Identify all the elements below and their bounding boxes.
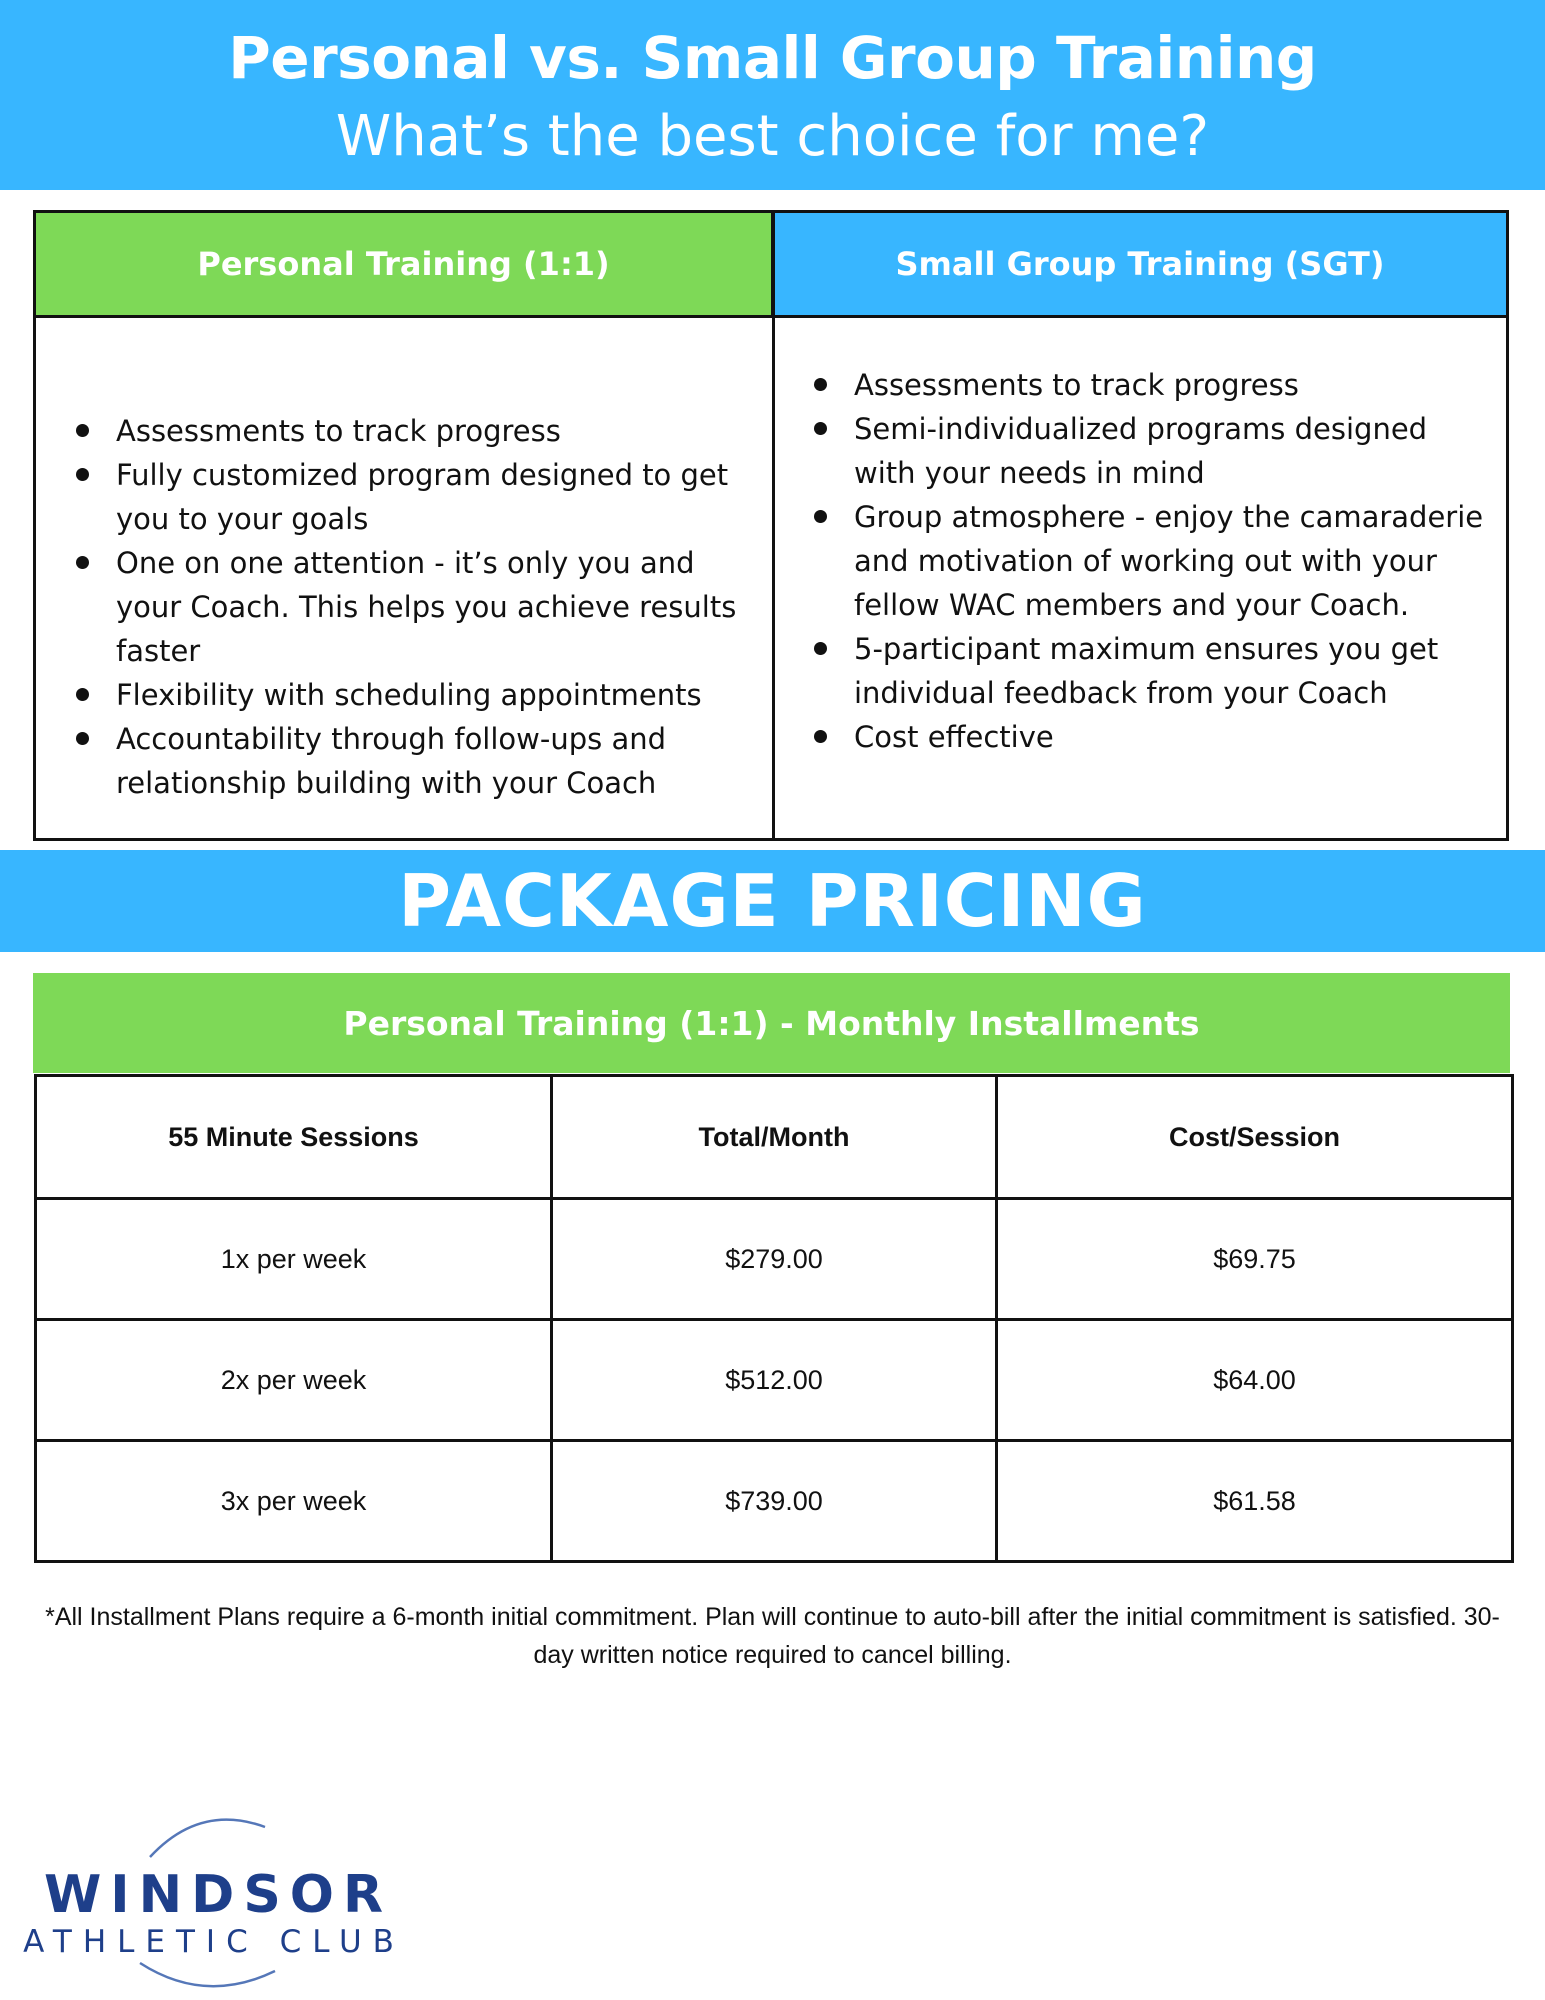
title-banner	[0, 0, 1545, 190]
table-row	[36, 1441, 1513, 1562]
installment-footnote: *All Installment Plans require a 6-month initial commitment. Plan will continue to auto-bill after the initial commitment is satisfied. 30-day written notice required to cancel billing.	[45, 1603, 1500, 1669]
small-group-training-benefits	[774, 363, 1484, 759]
benefit-item: One on one attention - it’s only you and your Coach. This helps you achieve results faster	[36, 541, 746, 673]
benefit-item: Cost effective	[774, 715, 1484, 759]
small-group-training-heading: Small Group Training (SGT)	[774, 213, 1506, 318]
benefit-item: Flexibility with scheduling appointments	[36, 673, 746, 717]
benefit-item: Fully customized program designed to get you to your goals	[36, 453, 746, 541]
cost-session-cell: $69.75	[997, 1199, 1513, 1320]
column-header: Cost/Session	[997, 1076, 1513, 1199]
logo-windsor-text: WINDSOR	[43, 1865, 393, 1925]
personal-training-benefits	[36, 409, 746, 805]
total-month-cell: $739.00	[552, 1441, 997, 1562]
installments-heading: Personal Training (1:1) - Monthly Installments	[33, 973, 1510, 1073]
sessions-cell: 1x per week	[36, 1199, 552, 1320]
comparison-table	[33, 210, 1509, 841]
pricing-banner	[0, 850, 1545, 952]
logo-top-arc	[150, 1820, 265, 1857]
page-subtitle: What’s the best choice for me?	[335, 104, 1210, 169]
pricing-title: PACKAGE PRICING	[398, 859, 1147, 943]
total-month-cell: $512.00	[552, 1320, 997, 1441]
benefit-item: Assessments to track progress	[774, 363, 1484, 407]
page-title: Personal vs. Small Group Training	[228, 24, 1317, 92]
total-month-cell: $279.00	[552, 1199, 997, 1320]
column-header: 55 Minute Sessions	[36, 1076, 552, 1199]
cost-session-cell: $61.58	[997, 1441, 1513, 1562]
benefit-item: 5-participant maximum ensures you get individual feedback from your Coach	[774, 627, 1484, 715]
sessions-cell: 2x per week	[36, 1320, 552, 1441]
benefit-item: Assessments to track progress	[36, 409, 746, 453]
logo-athletic-club-text: ATHLETIC CLUB	[23, 1924, 405, 1960]
benefit-item: Group atmosphere - enjoy the camaraderie and motivation of working out with your fellow WAC members and your Coach.	[774, 495, 1484, 627]
table-header-row	[36, 1076, 1513, 1199]
column-header: Total/Month	[552, 1076, 997, 1199]
benefit-item: Accountability through follow-ups and relationship building with your Coach	[36, 717, 746, 805]
windsor-athletic-club-logo	[0, 1795, 430, 2000]
benefit-item: Semi-individualized programs designed with your needs in mind	[774, 407, 1484, 495]
pricing-table	[34, 1074, 1514, 1563]
table-row	[36, 1199, 1513, 1320]
personal-training-heading: Personal Training (1:1)	[36, 213, 774, 318]
logo-bottom-arc	[140, 1963, 275, 1986]
cost-session-cell: $64.00	[997, 1320, 1513, 1441]
sessions-cell: 3x per week	[36, 1441, 552, 1562]
table-row	[36, 1320, 1513, 1441]
